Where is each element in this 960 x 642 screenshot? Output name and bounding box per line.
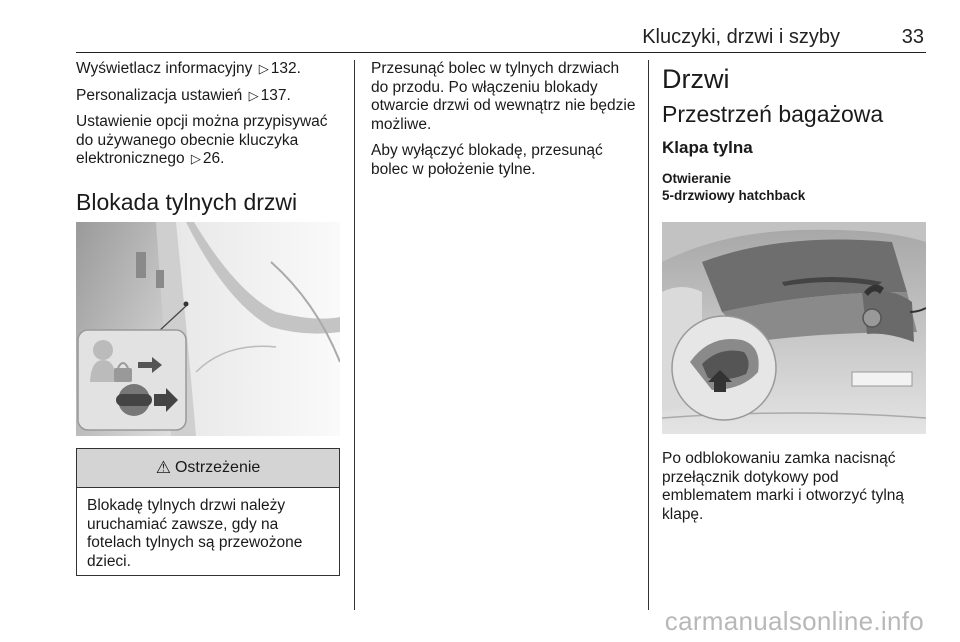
ref-arrow-icon: ▷	[190, 151, 201, 166]
paragraph-text: Wyświetlacz informacyjny	[76, 60, 253, 77]
section-heading: Blokada tylnych drzwi	[76, 188, 298, 215]
warning-title: Ostrzeżenie	[174, 459, 261, 476]
column-middle	[371, 60, 639, 187]
warning-header	[77, 449, 339, 488]
warning-triangle-icon: ⚠	[155, 458, 171, 477]
column-left	[76, 60, 342, 234]
subsection-heading: Klapa tylna	[662, 138, 753, 157]
warning-box	[76, 448, 340, 576]
section-heading: Przestrzeń bagażowa	[662, 101, 884, 127]
paragraph-text: Personalizacja ustawień	[76, 86, 243, 104]
watermark: carmanualsonline.info	[664, 606, 924, 636]
page-reference-link[interactable]: 132.	[270, 60, 301, 77]
page-number: 33	[901, 26, 924, 48]
page-reference-link[interactable]: 26.	[202, 150, 225, 167]
paragraph	[76, 113, 342, 169]
topic-heading: Otwieranie	[662, 171, 732, 186]
page-reference-link[interactable]: 137.	[260, 86, 291, 104]
column-divider	[354, 60, 355, 610]
paragraph: Po odblokowaniu zamka nacisnąć przełącznik dotykowy pod emblematem marki i otworzyć tylną klapę.	[662, 450, 905, 523]
column-right	[662, 60, 926, 204]
tailgate-instructions	[662, 450, 926, 532]
header-rule	[76, 52, 926, 53]
chapter-heading: Drzwi	[662, 64, 730, 94]
paragraph	[76, 87, 342, 106]
paragraph: Przesunąć bolec w tylnych drzwiach do przodu. Po włączeniu blokady otwarcie drzwi od wewnątrz nie będzie możliwe.	[371, 60, 636, 133]
child-lock-illustration	[76, 222, 340, 436]
paragraph: Aby wyłączyć blokadę, przesunąć bolec w położenie tylne.	[371, 142, 603, 178]
paragraph	[76, 60, 342, 79]
warning-text: Blokadę tylnych drzwi należy uruchamiać zawsze, gdy na fotelach tylnych są przewożone dzieci.	[87, 497, 303, 570]
tailgate-illustration	[662, 222, 926, 434]
ref-arrow-icon: ▷	[248, 87, 259, 103]
topic-subheading: 5-drzwiowy hatchback	[662, 188, 806, 203]
page-header-title: Kluczyki, drzwi i szyby	[642, 26, 840, 48]
column-divider	[648, 60, 649, 610]
paragraph-text: Ustawienie opcji można przypisywać do używanego obecnie kluczyka elektronicznego	[76, 113, 328, 167]
ref-arrow-icon: ▷	[258, 61, 269, 76]
